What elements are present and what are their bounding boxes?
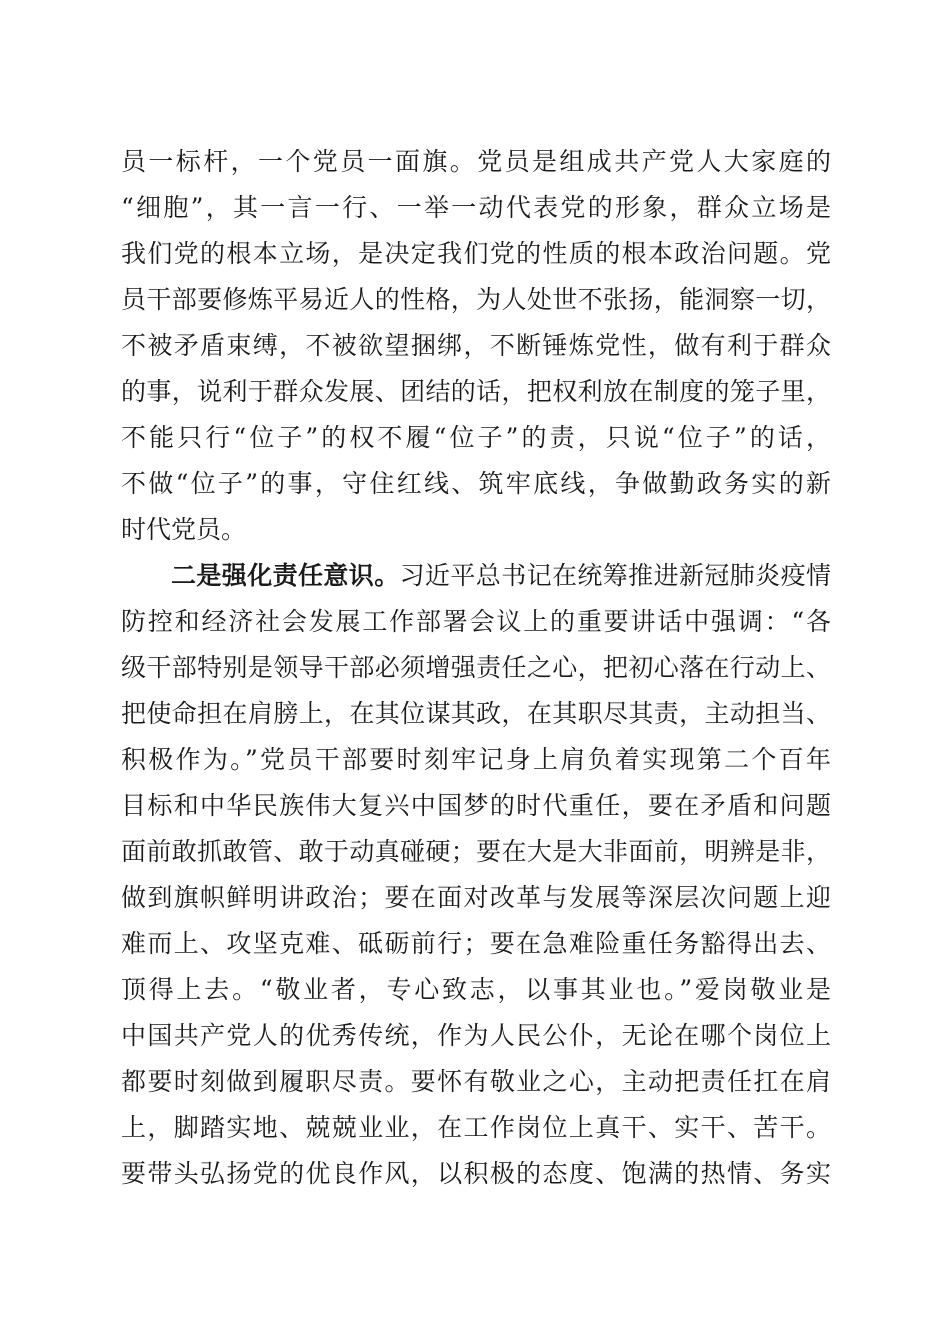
paragraph-line: 员一标杆，一个党员一面旗。党员是组成共产党人大家庭的	[121, 147, 831, 176]
section-heading: 二是强化责任意识。	[171, 561, 400, 590]
paragraph-line: 积极作为。”党员干部要时刻牢记身上肩负着实现第二个百年	[121, 745, 831, 774]
paragraph-line: 员干部要修炼平易近人的性格，为人处世不张扬，能洞察一切，	[121, 285, 831, 314]
paragraph-first-line	[171, 556, 831, 596]
paragraph-line: 目标和中华民族伟大复兴中国梦的时代重任，要在矛盾和问题	[121, 791, 831, 820]
paragraph-line: 把使命担在肩膀上，在其位谋其政，在其职尽其责，主动担当、	[121, 699, 831, 728]
paragraph-line: “细胞”，其一言一行、一举一动代表党的形象，群众立场是	[121, 193, 831, 222]
paragraph-line: 的事，说利于群众发展、团结的话，把权利放在制度的笼子里，	[121, 377, 831, 406]
paragraph-line: 中国共产党人的优秀传统，作为人民公仆，无论在哪个岗位上	[121, 1021, 831, 1050]
paragraph-line: 面前敢抓敢管、敢于动真碰硬；要在大是大非面前，明辨是非，	[121, 837, 831, 866]
paragraph-line: 做到旗帜鲜明讲政治；要在面对改革与发展等深层次问题上迎	[121, 883, 831, 912]
paragraph-line: 顶得上去。“敬业者，专心致志，以事其业也。”爱岗敬业是	[121, 975, 831, 1004]
paragraph-line: 上，脚踏实地、兢兢业业，在工作岗位上真干、实干、苦干。	[121, 1113, 831, 1142]
paragraph-line: 不被矛盾束缚，不被欲望捆绑，不断锤炼党性，做有利于群众	[121, 331, 831, 360]
paragraph-line: 防控和经济社会发展工作部署会议上的重要讲话中强调：“各	[121, 607, 831, 636]
paragraph-line: 我们党的根本立场，是决定我们党的性质的根本政治问题。党	[121, 239, 831, 268]
paragraph-line: 都要时刻做到履职尽责。要怀有敬业之心，主动把责任扛在肩	[121, 1067, 831, 1096]
paragraph-line: 不能只行“位子”的权不履“位子”的责，只说“位子”的话，	[121, 423, 831, 452]
paragraph-text: 习近平总书记在统筹推进新冠肺炎疫情	[399, 561, 831, 590]
paragraph-line: 难而上、攻坚克难、砥砺前行；要在急难险重任务豁得出去、	[121, 929, 831, 958]
paragraph-line: 要带头弘扬党的优良作风，以积极的态度、饱满的热情、务实	[121, 1159, 831, 1188]
paragraph-line: 不做“位子”的事，守住红线、筑牢底线，争做勤政务实的新	[121, 469, 831, 498]
paragraph-line: 时代党员。	[121, 515, 247, 544]
paragraph-line: 级干部特别是领导干部必须增强责任之心，把初心落在行动上、	[121, 653, 831, 682]
